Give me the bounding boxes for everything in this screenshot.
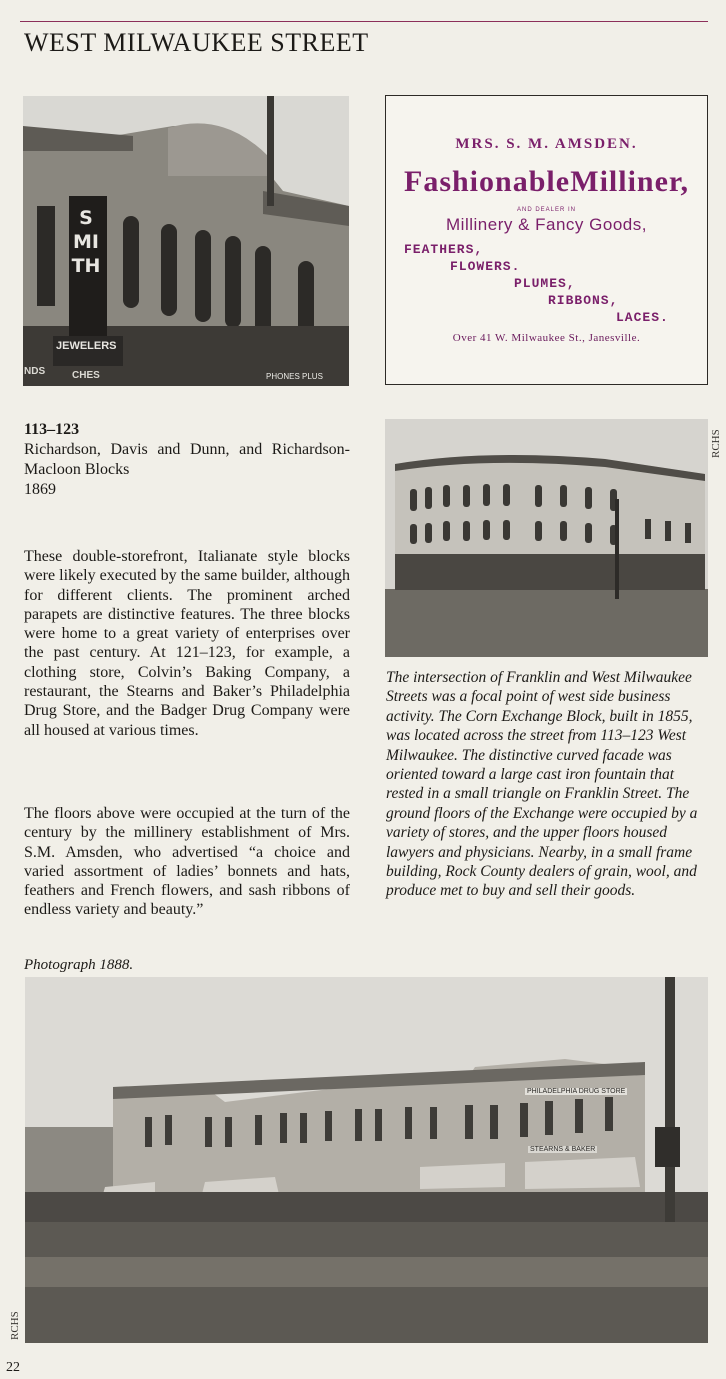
sign-edge-2: CHES xyxy=(72,370,100,381)
ad-item: PLUMES, xyxy=(514,276,576,291)
building-heading xyxy=(24,420,350,500)
ad-headline-right: Milliner, xyxy=(570,165,689,198)
ad-headline xyxy=(386,165,707,199)
ad-item: RIBBONS, xyxy=(548,293,619,308)
sign-edge: NDS xyxy=(24,366,46,377)
ad-item: LACES. xyxy=(616,310,669,325)
paragraph-storefront: These double-storefront, Italianate style blocks were likely executed by the same builder, although for different clients. The prominent arched parapets are distinctive features. The three blocks were home to a great variety of enterprises over the past century. At 121–123, for example, a clothing store, Colvin’s Baking Company, a restaurant, the Stearns and Baker’s Philadelphia Drug Store, and the Badger Drug Company were all housed at various times. xyxy=(24,548,350,739)
photo-caption: The intersection of Franklin and West Milwaukee Streets was a focal point of west side business activity. The Corn Exchange Block, built in 1855, was located across the street from 113–123 West Milwaukee. The distinctive curved facade was oriented toward a large cast iron fountain that rested in a small triangle on Franklin Street. The ground floors of the Exchange were occupied by a variety of stores, and the upper floors housed lawyers and physicians. Nearby, in a small frame building, Rock County dealers of grain, wool, and produce met to buy and sell their goods. xyxy=(386,669,698,900)
building-year: 1869 xyxy=(24,481,56,498)
header-rule xyxy=(20,21,708,22)
paragraph-millinery: The floors above were occupied at the turn of the century by the millinery establishment of Mrs. S.M. Amsden, who advertised “a choice and varied assortment of ladies’ bonnets and hats, feathers and French flowers, and sash ribbons of endless variety and beauty.” xyxy=(24,805,350,919)
photo-credit-bottom: RCHS xyxy=(9,1311,21,1340)
page-title: WEST MILWAUKEE STREET xyxy=(24,28,369,57)
sign-stearns-baker: STEARNS & BAKER xyxy=(530,1146,596,1153)
building-address: 113–123 xyxy=(24,421,80,438)
page-number: 22 xyxy=(6,1360,20,1375)
ad-headline-left: Fashionable xyxy=(404,165,571,198)
ad-dealer-line: AND DEALER IN xyxy=(516,207,576,213)
building-names: Richardson, Davis and Dunn, and Richardson-Macloon Blocks xyxy=(24,441,350,478)
sign-phones-plus: PHONES PLUS xyxy=(266,372,323,381)
sign-philadelphia-drug-store: PHILADELPHIA DRUG STORE xyxy=(527,1088,626,1095)
photo-credit-top-right: RCHS xyxy=(710,429,722,458)
ad-item: FLOWERS. xyxy=(450,259,521,274)
ad-proprietor: MRS. S. M. AMSDEN. xyxy=(455,136,638,152)
photo-street-1888 xyxy=(25,977,708,1343)
photo-corn-exchange xyxy=(385,419,708,657)
ad-goods: Millinery & Fancy Goods, xyxy=(446,215,647,234)
photograph-date: Photograph 1888. xyxy=(24,957,134,973)
amsden-advertisement xyxy=(385,95,708,385)
sign-smith: SMITH xyxy=(71,207,101,277)
ad-address: Over 41 W. Milwaukee St., Janesville. xyxy=(452,332,641,344)
ad-item: FEATHERS, xyxy=(404,242,484,257)
sign-jewelers: JEWELERS xyxy=(56,340,117,352)
